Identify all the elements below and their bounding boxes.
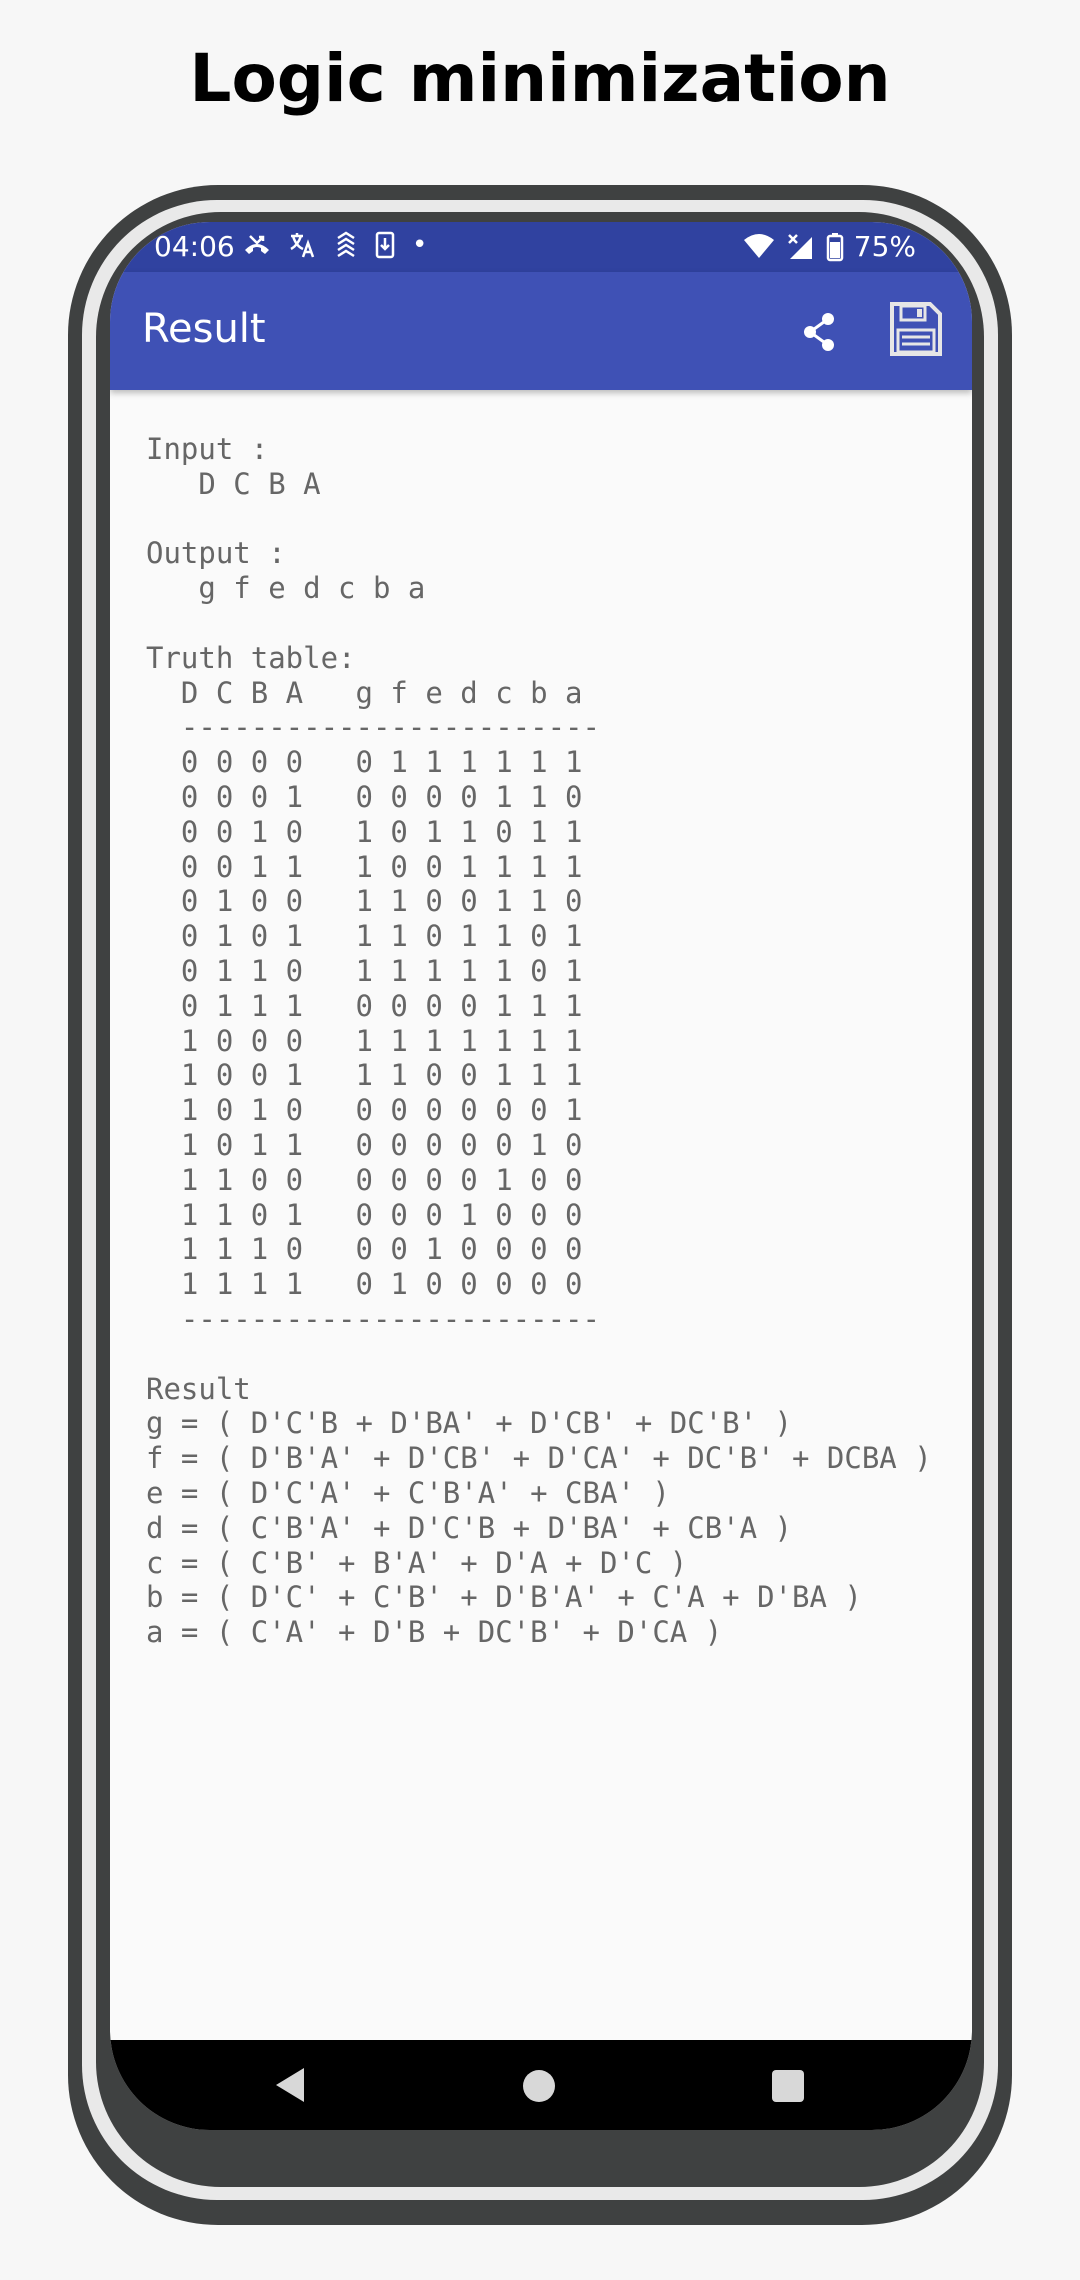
home-icon[interactable] (523, 2070, 555, 2102)
text-line: 1 1 1 0 0 0 1 0 0 0 0 (146, 1232, 583, 1267)
download-icon (374, 230, 396, 260)
text-line: 1 1 1 1 0 1 0 0 0 0 0 (146, 1267, 583, 1302)
signal-icon (786, 232, 816, 262)
text-line: d = ( C'B'A' + D'C'B + D'BA' + CB'A ) (146, 1510, 793, 1545)
battery-percent: 75% (853, 230, 916, 263)
save-icon (886, 300, 946, 360)
status-time: 04:06 (154, 230, 235, 263)
recent-apps-icon[interactable] (772, 2070, 804, 2102)
text-line (146, 606, 932, 641)
save-button[interactable] (886, 300, 946, 360)
missed-call-icon (242, 230, 272, 260)
notification-icons (242, 230, 427, 260)
text-line: 1 0 0 0 1 1 1 1 1 1 1 (146, 1023, 583, 1058)
text-line: 1 1 0 1 0 0 0 1 0 0 0 (146, 1197, 583, 1232)
text-line: 0 0 0 0 0 1 1 1 1 1 1 (146, 745, 583, 780)
text-line: 0 0 1 1 1 0 0 1 1 1 1 (146, 849, 583, 884)
text-line: ------------------------ (146, 710, 600, 745)
text-line: 0 0 1 0 1 0 1 1 0 1 1 (146, 814, 583, 849)
wifi-icon (742, 232, 776, 262)
text-line: 1 0 1 0 0 0 0 0 0 0 1 (146, 1093, 583, 1128)
text-line: 1 0 0 1 1 1 0 0 1 1 1 (146, 1058, 583, 1093)
text-line: D C B A g f e d c b a (146, 675, 583, 710)
text-line: ------------------------ (146, 1301, 600, 1336)
text-line: g f e d c b a (146, 571, 426, 606)
share-button[interactable] (790, 302, 850, 362)
result-text (146, 432, 932, 1650)
app-bar (110, 272, 972, 390)
text-line: g = ( D'C'B + D'BA' + D'CB' + DC'B' ) (146, 1406, 793, 1441)
text-line: D C B A (146, 466, 321, 501)
text-line: 0 1 0 0 1 1 0 0 1 1 0 (146, 884, 583, 919)
navigation-bar (110, 2040, 972, 2130)
text-line: Result (146, 1371, 251, 1406)
text-line: Input : (146, 432, 269, 466)
text-line: c = ( C'B' + B'A' + D'A + D'C ) (146, 1545, 688, 1580)
share-icon (790, 302, 850, 362)
text-line: 0 1 1 0 1 1 1 1 1 0 1 (146, 953, 583, 988)
phone-screen (110, 222, 972, 2130)
status-right (742, 230, 916, 263)
text-line: b = ( D'C' + C'B' + D'B'A' + C'A + D'BA ) (146, 1580, 862, 1615)
text-line: 0 1 0 1 1 1 0 1 1 0 1 (146, 919, 583, 954)
text-line (146, 502, 932, 537)
text-line: e = ( D'C'A' + C'B'A' + CBA' ) (146, 1475, 670, 1510)
money-icon (334, 230, 358, 260)
text-line: f = ( D'B'A' + D'CB' + D'CA' + DC'B' + DCBA ) (146, 1441, 932, 1476)
notification-dot: • (412, 230, 428, 260)
translate-icon (288, 230, 318, 260)
battery-icon (826, 232, 844, 262)
app-title: Result (142, 306, 266, 352)
text-line: 0 0 0 1 0 0 0 0 1 1 0 (146, 779, 583, 814)
text-line: 0 1 1 1 0 0 0 0 1 1 1 (146, 988, 583, 1023)
back-icon[interactable] (276, 2068, 304, 2102)
page-headline: Logic minimization (189, 40, 891, 117)
text-line: Truth table: (146, 640, 356, 675)
text-line (146, 1337, 932, 1372)
text-line: Output : (146, 536, 286, 571)
text-line: 1 0 1 1 0 0 0 0 0 1 0 (146, 1127, 583, 1162)
status-bar (110, 222, 972, 272)
text-line: a = ( C'A' + D'B + DC'B' + D'CA ) (146, 1615, 723, 1650)
text-line: 1 1 0 0 0 0 0 0 1 0 0 (146, 1162, 583, 1197)
